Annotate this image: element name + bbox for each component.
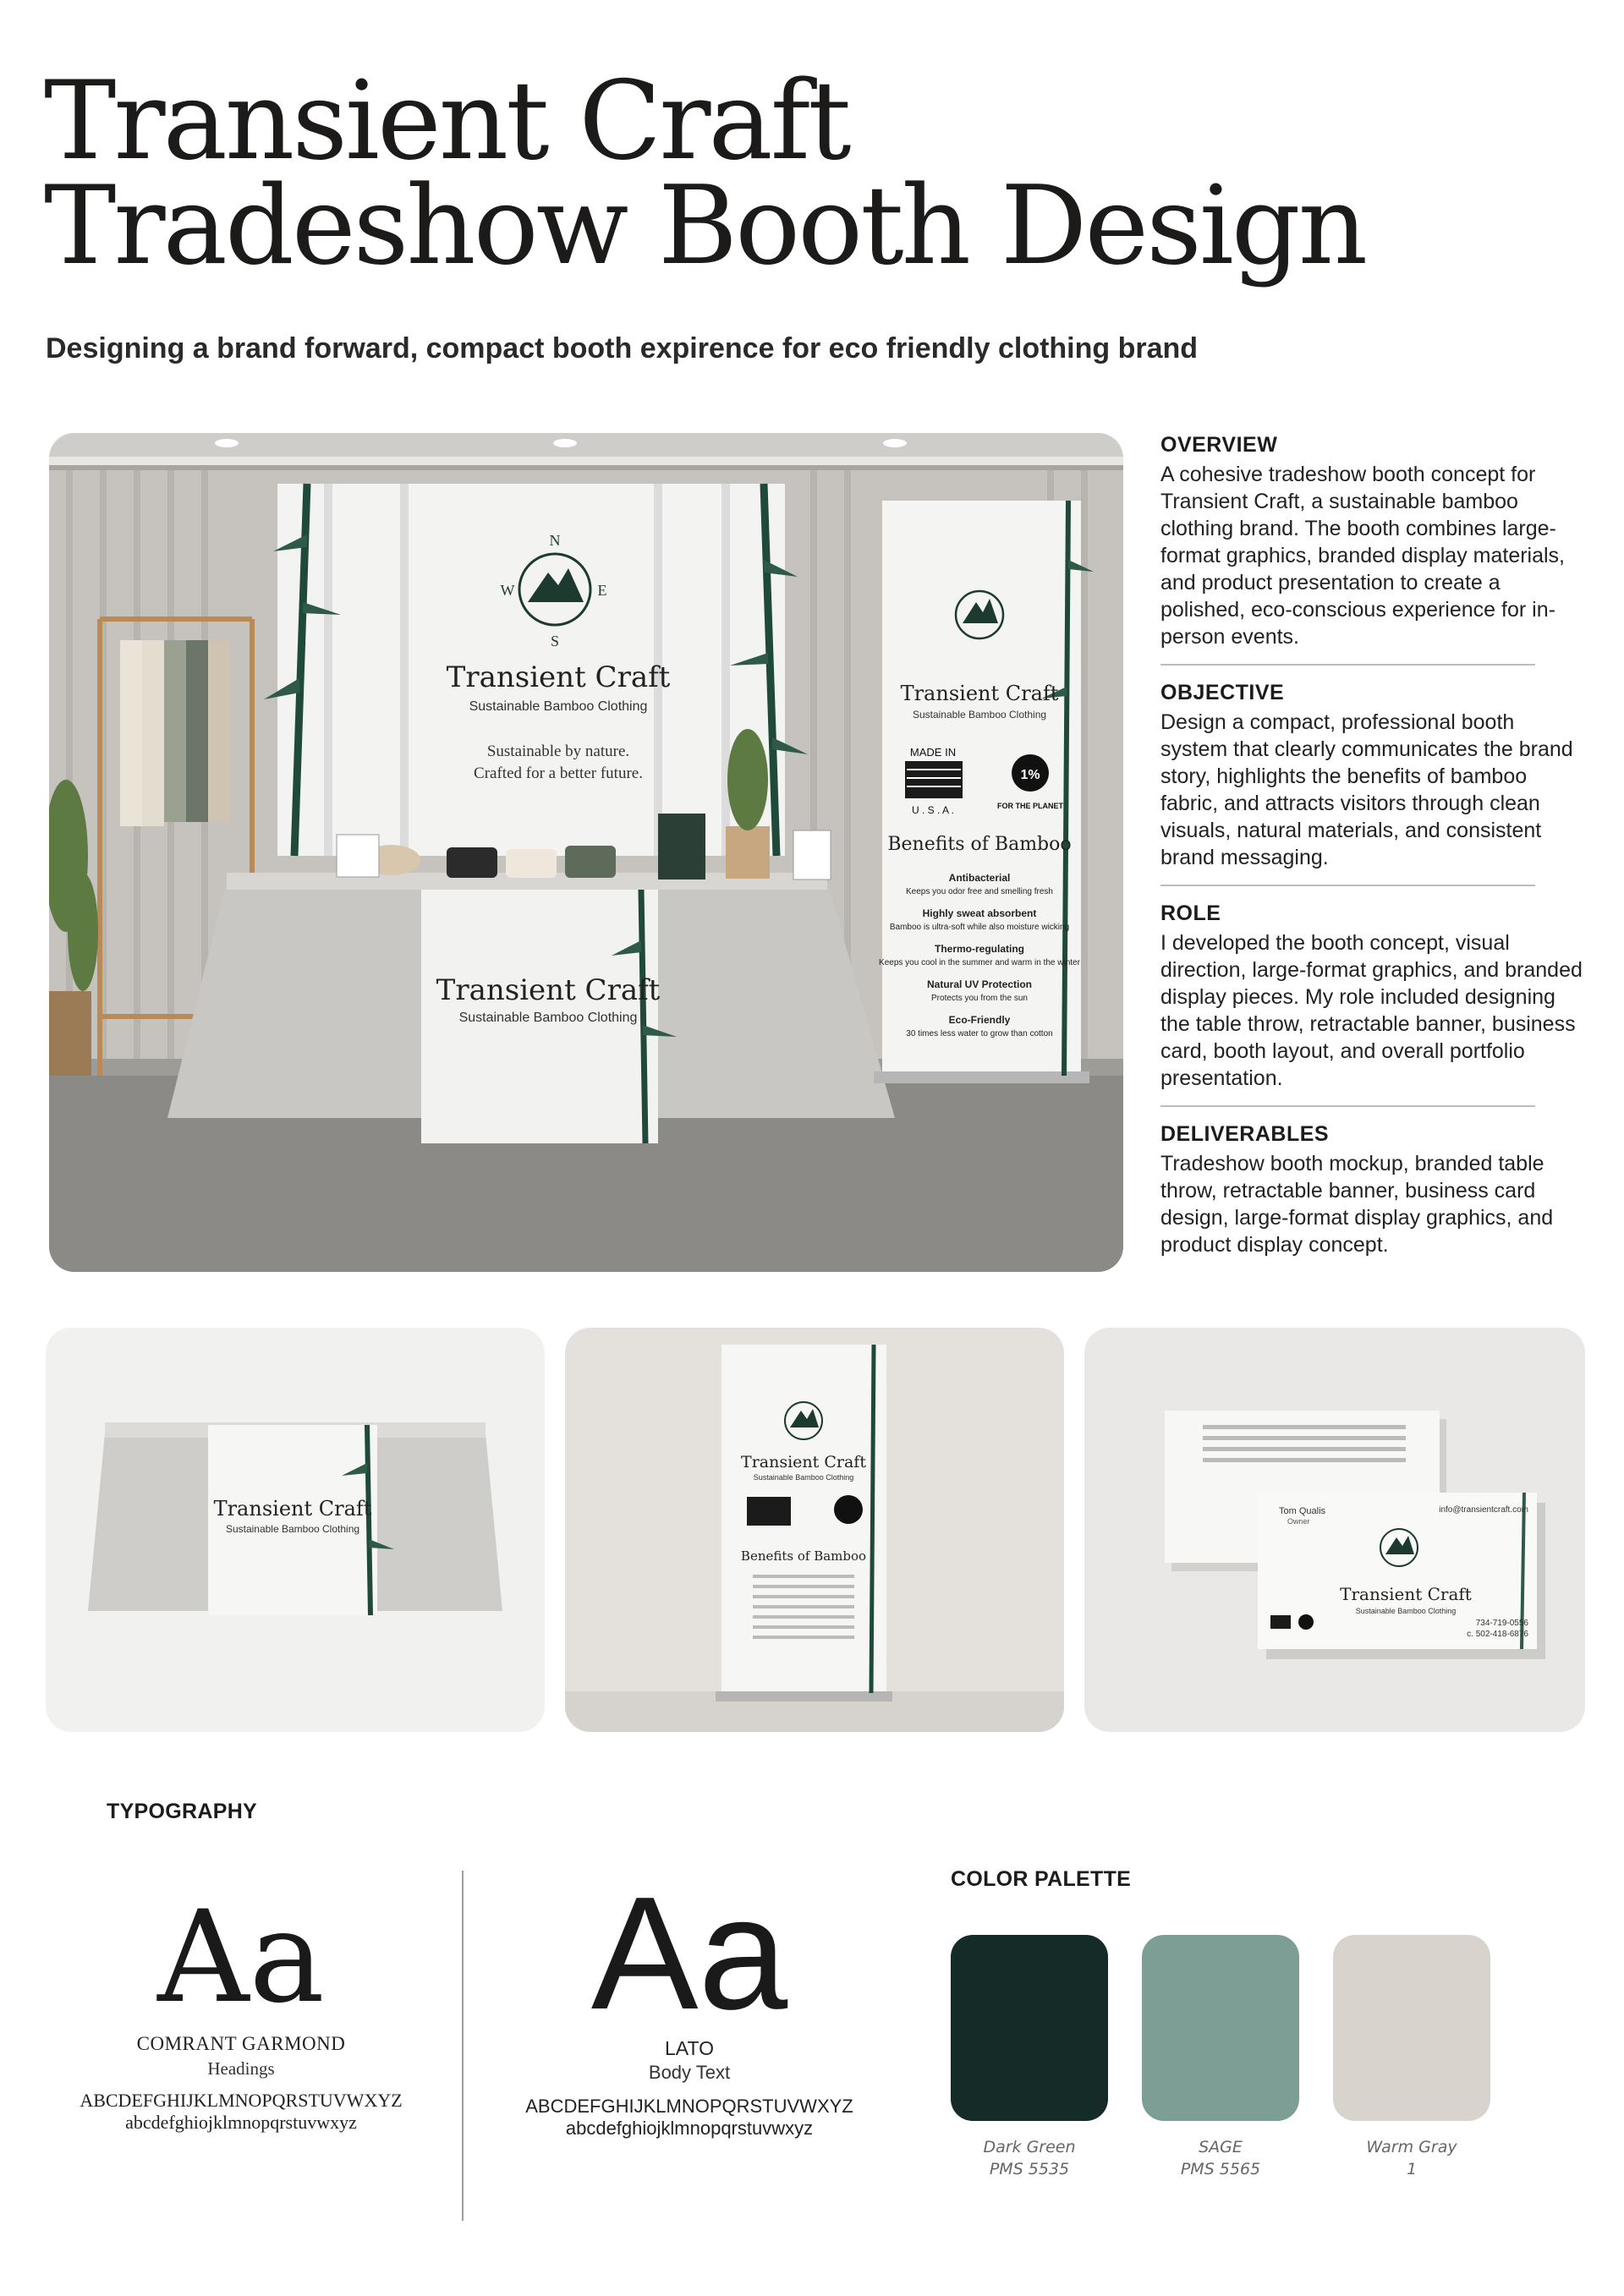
title-line-2: Tradeshow Booth Design — [44, 163, 1366, 289]
swatch-name: Dark Green — [983, 2138, 1076, 2156]
page-subtitle: Designing a brand forward, compact booth expirence for eco friendly clothing brand — [46, 332, 1199, 364]
swatch-color — [951, 1935, 1108, 2121]
booth-scene — [49, 433, 1123, 1272]
banner-benefits-title: Benefits of Bamboo — [887, 834, 1072, 855]
divider — [1160, 1105, 1535, 1107]
benefit-4-text: Protects you from the sun — [931, 994, 1028, 1003]
heading-font-role: Headings — [207, 2058, 275, 2079]
wall-slogan-2: Crafted for a better future. — [474, 764, 643, 782]
swatch-dark-green — [951, 1935, 1108, 2180]
card-tagline: Sustainable Bamboo Clothing — [1355, 1607, 1457, 1615]
runner-brand: Transient Craft — [436, 973, 661, 1007]
business-card-mockup — [1084, 1328, 1585, 1732]
swatch-code: PMS 5535 — [989, 2160, 1070, 2178]
body-font-lower: abcdefghiojklmnopqrstuvwxyz — [565, 2118, 814, 2139]
title-line-1: Transient Craft — [44, 58, 849, 184]
card-brand: Transient Craft — [1340, 1584, 1472, 1604]
banner-made-in: MADE IN — [909, 746, 957, 759]
mini-banner-benefits: Benefits of Bamboo — [740, 1548, 867, 1564]
body-font-role: Body Text — [648, 2062, 731, 2083]
objective-body: Design a compact, professional booth system that clearly communicates the brand story, highlights the benefits of bamboo fabric, and attracts visitors through clean visuals, natural materials, and consistent brand messaging. — [1160, 710, 1573, 869]
overview-heading: OVERVIEW — [1160, 433, 1278, 457]
swatch-sage — [1142, 1935, 1299, 2180]
runner-tagline: Sustainable Bamboo Clothing — [458, 1011, 638, 1025]
wall-brand: Transient Craft — [446, 660, 671, 694]
benefit-1-text: Keeps you odor free and smelling fresh — [906, 887, 1053, 896]
banner-for-planet: FOR THE PLANET — [997, 802, 1063, 810]
swatch-name: SAGE — [1199, 2138, 1243, 2156]
swatch-name: Warm Gray — [1366, 2138, 1457, 2156]
banner-mockup — [565, 1328, 1064, 1732]
swatch-color — [1333, 1935, 1490, 2121]
table-throw-mockup — [46, 1328, 545, 1732]
card-email: info@transientcraft.com — [1439, 1505, 1528, 1515]
body-font-sample: Aa — [590, 1864, 788, 2043]
divider — [1160, 885, 1535, 886]
overview-body: A cohesive tradeshow booth concept for Transient Craft, a sustainable bamboo clothing brand. The booth combines large-format graphics, branded display materials, and product presentation to create a polished, eco-conscious experience for in-person events. — [1160, 463, 1566, 649]
swatch-code: PMS 5565 — [1180, 2160, 1261, 2178]
palette-label: COLOR PALETTE — [951, 1867, 1132, 1891]
objective-heading: OBJECTIVE — [1160, 681, 1285, 704]
role-heading: ROLE — [1160, 901, 1221, 925]
heading-font-spec — [51, 1884, 431, 2134]
compass-s: S — [550, 633, 560, 649]
banner-one-pct: 1% — [1020, 768, 1040, 782]
body-font-spec — [491, 1864, 888, 2140]
deliverables-heading: DELIVERABLES — [1160, 1122, 1330, 1146]
benefit-3-title: Thermo-regulating — [934, 943, 1025, 955]
mini-banner-tagline: Sustainable Bamboo Clothing — [753, 1473, 854, 1482]
mini-banner-brand: Transient Craft — [741, 1453, 866, 1471]
divider — [1160, 664, 1535, 666]
benefit-5-text: 30 times less water to grow than cotton — [906, 1029, 1053, 1038]
wall-slogan-1: Sustainable by nature. — [486, 743, 630, 760]
heading-font-lower: abcdefghiojklmnopqrstuvwxyz — [125, 2112, 357, 2133]
benefit-2-title: Highly sweat absorbent — [922, 907, 1037, 919]
business-card-scene — [1084, 1328, 1585, 1732]
heading-font-sample: Aa — [157, 1884, 325, 2031]
benefit-1-title: Antibacterial — [948, 872, 1011, 884]
banner-brand: Transient Craft — [900, 682, 1059, 705]
card-title: Owner — [1287, 1517, 1310, 1526]
page-title — [44, 58, 1566, 289]
banner-scene — [565, 1328, 1064, 1732]
card-phone-2: c. 502-418-6876 — [1467, 1630, 1528, 1639]
body-font-upper: ABCDEFGHIJKLMNOPQRSTUVWXYZ — [525, 2096, 853, 2117]
benefit-5-title: Eco-Friendly — [948, 1014, 1011, 1026]
benefit-2-text: Bamboo is ultra-soft while also moisture wicking — [889, 923, 1070, 932]
booth-photo — [49, 433, 1123, 1272]
sidebar — [1160, 433, 1583, 1258]
typography-divider — [462, 1871, 464, 2221]
body-font-name: LATO — [665, 2037, 714, 2059]
heading-font-name: COMRANT GARMOND — [136, 2033, 346, 2054]
role-body: I developed the booth concept, visual direction, large-format graphics, and branded display pieces. My role included designing the table throw, retractable banner, business card, booth layout, and overall portfolio presentation. — [1160, 931, 1583, 1090]
heading-font-upper: ABCDEFGHIJKLMNOPQRSTUVWXYZ — [80, 2090, 403, 2111]
table-throw-scene — [46, 1328, 545, 1732]
wall-tagline: Sustainable Bamboo Clothing — [469, 699, 648, 714]
throw-tagline: Sustainable Bamboo Clothing — [225, 1523, 360, 1535]
banner-usa: U . S . A . — [911, 804, 955, 816]
card-name: Tom Qualis — [1279, 1506, 1326, 1516]
swatch-warm-gray — [1333, 1935, 1490, 2180]
compass-e: E — [597, 582, 607, 599]
banner-tagline: Sustainable Bamboo Clothing — [912, 709, 1047, 721]
typography-label: TYPOGRAPHY — [107, 1800, 258, 1823]
compass-w: W — [500, 582, 515, 599]
swatch-color — [1142, 1935, 1299, 2121]
benefit-3-text: Keeps you cool in the summer and warm in the winter — [879, 958, 1080, 967]
deliverables-body: Tradeshow booth mockup, branded table throw, retractable banner, business card design, large-format display graphics, and product display concept. — [1160, 1152, 1554, 1257]
throw-brand: Transient Craft — [213, 1497, 372, 1521]
card-phone-1: 734-719-0556 — [1475, 1619, 1528, 1628]
benefit-4-title: Natural UV Protection — [926, 978, 1033, 990]
compass-n: N — [549, 532, 561, 549]
swatch-code: 1 — [1406, 2160, 1418, 2178]
